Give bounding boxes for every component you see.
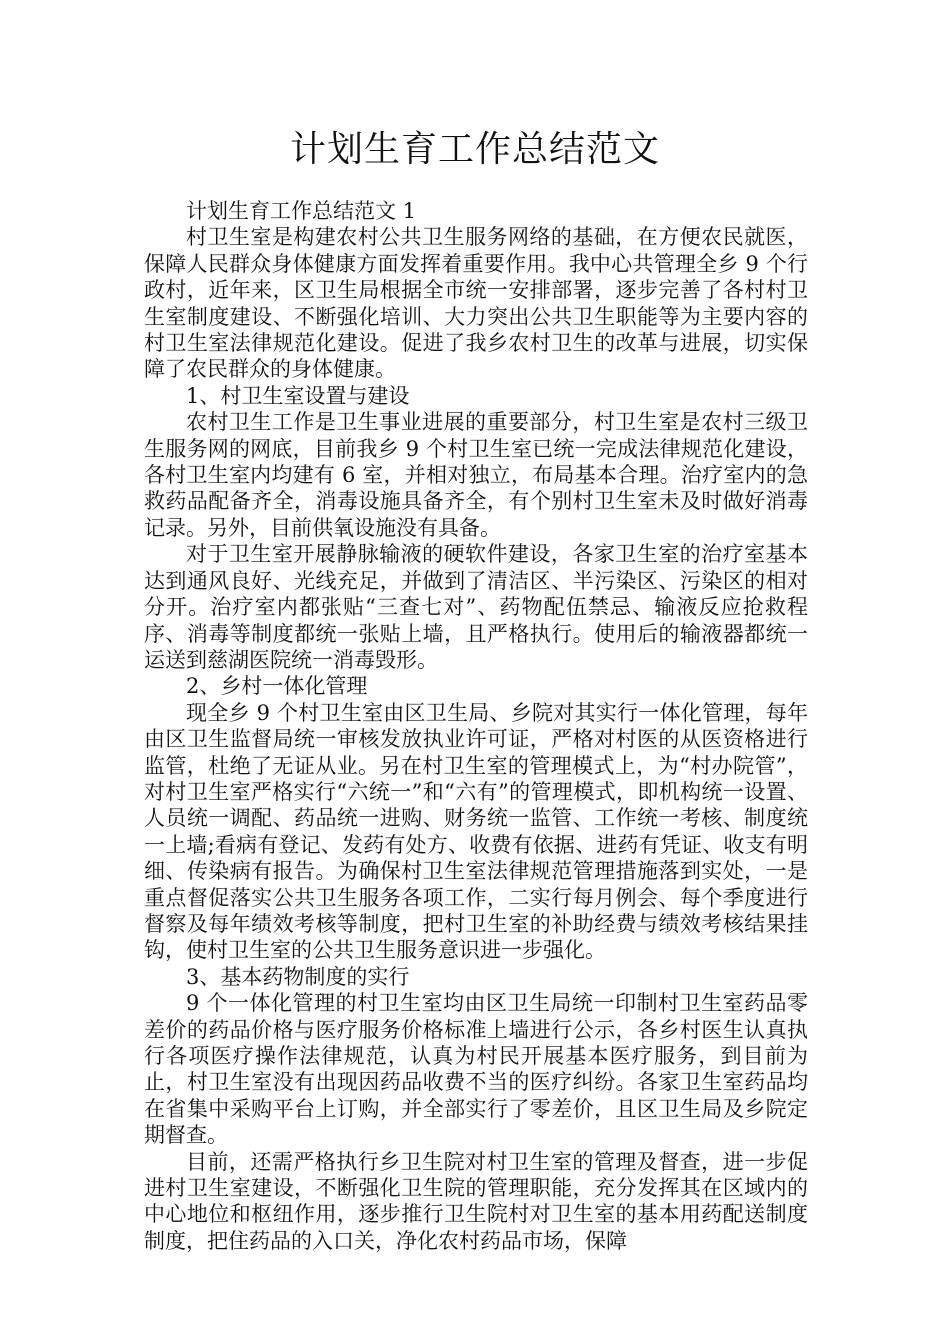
document-title: 计划生育工作总结范文: [289, 129, 660, 170]
intro-paragraph: 村卫生室是构建农村公共卫生服务网络的基础，在方便农民就医，保障人民群众身体健康方面发挥着重要作用。我中心共管理全乡 9 个行政村，近年来，区卫生局根据全市统一安排部署，逐步完善了各村村卫生室制度建设、不断强化培训、大力突出公共卫生职能等为主要内容的村卫生室法律规范化建设。促进了我乡农村卫生的改革与进展，切实保障了农民群众的身体健康。: [144, 225, 808, 382]
section-heading-1: 1、村卫生室设置与建设: [186, 383, 410, 408]
section-heading-3: 3、基本药物制度的实行: [186, 964, 410, 989]
subtitle-paragraph: 计划生育工作总结范文 1: [186, 199, 417, 223]
document-body: [144, 198, 808, 1254]
body-paragraph: 对于卫生室开展静脉输液的硬软件建设，各家卫生室的治疗室基本达到通风良好、光线充足，并做到了清洁区、半污染区、污染区的相对分开。治疗室内都张贴“三查七对”、药物配伍禁忌、输液反应抢救程序、消毒等制度都统一张贴上墙，且严格执行。使用后的输液器都统一运送到慈湖医院统一消毒毁形。: [144, 542, 808, 672]
section-heading-2: 2、乡村一体化管理: [186, 674, 368, 699]
body-paragraph: 目前，还需严格执行乡卫生院对村卫生室的管理及督查，进一步促进村卫生室建设，不断强化卫生院的管理职能，充分发挥其在区域内的中心地位和枢纽作用，逐步推行卫生院村对卫生室的基本用药配送制度制度，把住药品的入口关，净化农村药品市场，保障: [144, 1149, 808, 1253]
body-paragraph: 现全乡 9 个村卫生室由区卫生局、乡院对其实行一体化管理，每年由区卫生监督局统一审核发放执业许可证，严格对村医的从医资格进行监管，杜绝了无证从业。另在村卫生室的管理模式上，为“村办院管”，对村卫生室严格实行“六统一”和“六有”的管理模式，即机构统一设置、人员统一调配、药品统一进购、财务统一监管、工作统一考核、制度统一上墙;看病有登记、发药有处方、收费有依据、进药有凭证、收支有明细、传染病有报告。为确保村卫生室法律规范管理措施落到实处，一是重点督促落实公共卫生服务各项工作，二实行每月例会、每个季度进行督察及每年绩效考核等制度，把村卫生室的补助经费与绩效考核结果挂钩，使村卫生室的公共卫生服务意识进一步强化。: [144, 700, 808, 963]
body-paragraph: 9 个一体化管理的村卫生室均由区卫生局统一印制村卫生室药品零差价的药品价格与医疗服务价格标准上墙进行公示，各乡村医生认真执行各项医疗操作法律规范，认真为村民开展基本医疗服务，到目前为止，村卫生室没有出现因药品收费不当的医疗纠纷。各家卫生室药品均在省集中采购平台上订购，并全部实行了零差价，且区卫生局及乡院定期督查。: [144, 991, 808, 1148]
body-paragraph: 农村卫生工作是卫生事业进展的重要部分，村卫生室是农村三级卫生服务网的网底，目前我乡 9 个村卫生室已统一完成法律规范化建设，各村卫生室内均建有 6 室，并相对独立，布局基本合理。治疗室内的急救药品配备齐全，消毒设施具备齐全，有个别村卫生室未及时做好消毒记录。另外，目前供氧设施没有具备。: [144, 410, 808, 540]
